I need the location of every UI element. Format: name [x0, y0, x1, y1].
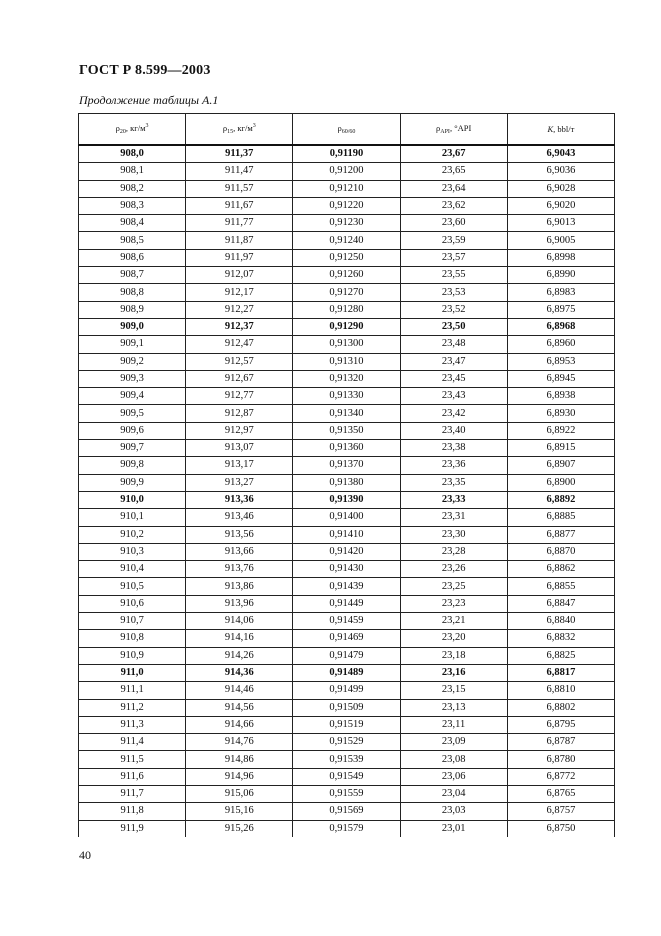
- table-cell: 914,26: [186, 647, 293, 664]
- table-cell: 0,91300: [293, 336, 400, 353]
- table-cell: 0,91400: [293, 509, 400, 526]
- table-cell: 0,91210: [293, 180, 400, 197]
- table-cell: 23,30: [400, 526, 507, 543]
- table-cell: 911,5: [79, 751, 186, 768]
- table-cell: 6,8862: [507, 561, 614, 578]
- table-cell: 6,8795: [507, 716, 614, 733]
- table-row: [79, 785, 615, 802]
- table-cell: 6,8810: [507, 682, 614, 699]
- table-row: [79, 647, 615, 664]
- table-cell: 913,56: [186, 526, 293, 543]
- table-cell: 910,9: [79, 647, 186, 664]
- table-cell: 23,36: [400, 457, 507, 474]
- table-cell: 6,9028: [507, 180, 614, 197]
- table-row: [79, 301, 615, 318]
- table-cell: 23,62: [400, 197, 507, 214]
- document-title: ГОСТ Р 8.599—2003: [79, 63, 211, 78]
- table-cell: 908,0: [79, 145, 186, 163]
- table-cell: 0,91559: [293, 785, 400, 802]
- table-cell: 911,1: [79, 682, 186, 699]
- table-cell: 23,03: [400, 803, 507, 820]
- table-row: [79, 180, 615, 197]
- table-cell: 910,5: [79, 578, 186, 595]
- table-cell: 912,27: [186, 301, 293, 318]
- table-cell: 6,8892: [507, 491, 614, 508]
- table-cell: 912,47: [186, 336, 293, 353]
- table-cell: 912,97: [186, 422, 293, 439]
- table-row: [79, 336, 615, 353]
- table-cell: 913,46: [186, 509, 293, 526]
- table-cell: 23,35: [400, 474, 507, 491]
- table-cell: 0,91549: [293, 768, 400, 785]
- table-cell: 23,16: [400, 664, 507, 681]
- table-cell: 911,77: [186, 215, 293, 232]
- table-cell: 909,8: [79, 457, 186, 474]
- table-row: [79, 543, 615, 560]
- table-cell: 910,3: [79, 543, 186, 560]
- table-cell: 23,52: [400, 301, 507, 318]
- table-header-row: [79, 114, 615, 146]
- table-cell: 911,0: [79, 664, 186, 681]
- table-cell: 23,33: [400, 491, 507, 508]
- table-cell: 0,91230: [293, 215, 400, 232]
- table-cell: 23,15: [400, 682, 507, 699]
- table-cell: 6,9005: [507, 232, 614, 249]
- table-cell: 911,87: [186, 232, 293, 249]
- table-cell: 0,91509: [293, 699, 400, 716]
- table-cell: 23,59: [400, 232, 507, 249]
- table-cell: 914,16: [186, 630, 293, 647]
- table-cell: 912,67: [186, 370, 293, 387]
- table-cell: 0,91270: [293, 284, 400, 301]
- table-row: [79, 734, 615, 751]
- table-row: [79, 820, 615, 837]
- column-header-4: $\rho_{API}$, °API: [400, 114, 507, 146]
- table-cell: 0,91449: [293, 595, 400, 612]
- table-cell: 0,91390: [293, 491, 400, 508]
- table-cell: 23,48: [400, 336, 507, 353]
- table-cell: 913,86: [186, 578, 293, 595]
- table-cell: 910,8: [79, 630, 186, 647]
- table-cell: 914,96: [186, 768, 293, 785]
- table-cell: 910,4: [79, 561, 186, 578]
- table-cell: 910,6: [79, 595, 186, 612]
- table-row: [79, 630, 615, 647]
- table-cell: 23,47: [400, 353, 507, 370]
- table-row: [79, 751, 615, 768]
- table-cell: 914,66: [186, 716, 293, 733]
- table-cell: 23,23: [400, 595, 507, 612]
- table-cell: 6,8870: [507, 543, 614, 560]
- table-cell: 914,36: [186, 664, 293, 681]
- table-cell: 914,56: [186, 699, 293, 716]
- table-cell: 6,8922: [507, 422, 614, 439]
- table-cell: 6,8772: [507, 768, 614, 785]
- table-row: [79, 405, 615, 422]
- table-cell: 23,11: [400, 716, 507, 733]
- table-row: [79, 595, 615, 612]
- table-cell: 911,2: [79, 699, 186, 716]
- table-cell: 6,8968: [507, 318, 614, 335]
- table-cell: 6,8945: [507, 370, 614, 387]
- table-row: [79, 526, 615, 543]
- table-row: [79, 474, 615, 491]
- table-cell: 6,8840: [507, 613, 614, 630]
- table-cell: 910,2: [79, 526, 186, 543]
- table-cell: 0,91499: [293, 682, 400, 699]
- table-cell: 23,09: [400, 734, 507, 751]
- table-row: [79, 491, 615, 508]
- table-cell: 6,9013: [507, 215, 614, 232]
- table-cell: 6,9036: [507, 163, 614, 180]
- density-table: [78, 113, 615, 837]
- table-cell: 6,8847: [507, 595, 614, 612]
- column-header-1: $\rho_{20}$, $кг/м^3$: [79, 114, 186, 146]
- table-cell: 914,46: [186, 682, 293, 699]
- table-cell: 909,9: [79, 474, 186, 491]
- table-cell: 23,21: [400, 613, 507, 630]
- table-cell: 0,91330: [293, 388, 400, 405]
- table-cell: 911,4: [79, 734, 186, 751]
- table-cell: 23,65: [400, 163, 507, 180]
- table-cell: 0,91280: [293, 301, 400, 318]
- table-cell: 911,3: [79, 716, 186, 733]
- table-cell: 23,53: [400, 284, 507, 301]
- table-cell: 6,8765: [507, 785, 614, 802]
- table-cell: 0,91539: [293, 751, 400, 768]
- table-cell: 909,3: [79, 370, 186, 387]
- table-row: [79, 370, 615, 387]
- table-cell: 23,45: [400, 370, 507, 387]
- table-cell: 908,4: [79, 215, 186, 232]
- table-cell: 0,91459: [293, 613, 400, 630]
- table-cell: 910,1: [79, 509, 186, 526]
- table-cell: 6,8750: [507, 820, 614, 837]
- table-cell: 909,1: [79, 336, 186, 353]
- table-row: [79, 267, 615, 284]
- table-cell: 0,91579: [293, 820, 400, 837]
- table-cell: 23,40: [400, 422, 507, 439]
- table-cell: 0,91220: [293, 197, 400, 214]
- table-cell: 914,86: [186, 751, 293, 768]
- table-cell: 0,91410: [293, 526, 400, 543]
- table-row: [79, 509, 615, 526]
- table-cell: 910,0: [79, 491, 186, 508]
- table-cell: 23,04: [400, 785, 507, 802]
- table-cell: 909,5: [79, 405, 186, 422]
- table-cell: 23,18: [400, 647, 507, 664]
- table-row: [79, 388, 615, 405]
- table-cell: 911,57: [186, 180, 293, 197]
- table-cell: 913,36: [186, 491, 293, 508]
- page-number: 40: [79, 848, 91, 862]
- table-row: [79, 145, 615, 163]
- table-cell: 0,91569: [293, 803, 400, 820]
- table-cell: 0,91479: [293, 647, 400, 664]
- table-row: [79, 440, 615, 457]
- table-row: [79, 682, 615, 699]
- table-cell: 908,6: [79, 249, 186, 266]
- column-header-3: $\rho_{60/60}$: [293, 114, 400, 146]
- table-cell: 912,57: [186, 353, 293, 370]
- table-cell: 23,50: [400, 318, 507, 335]
- table-cell: 0,91190: [293, 145, 400, 163]
- table-caption: Продолжение таблицы А.1: [79, 93, 219, 107]
- table-cell: 911,67: [186, 197, 293, 214]
- table-row: [79, 457, 615, 474]
- table-cell: 0,91469: [293, 630, 400, 647]
- table-cell: 6,8855: [507, 578, 614, 595]
- table-cell: 0,91200: [293, 163, 400, 180]
- table-cell: 6,8877: [507, 526, 614, 543]
- table-cell: 23,38: [400, 440, 507, 457]
- table-cell: 23,64: [400, 180, 507, 197]
- table-cell: 912,17: [186, 284, 293, 301]
- table-cell: 6,8900: [507, 474, 614, 491]
- table-cell: 0,91519: [293, 716, 400, 733]
- table-cell: 23,01: [400, 820, 507, 837]
- table-cell: 0,91310: [293, 353, 400, 370]
- table-cell: 912,87: [186, 405, 293, 422]
- table-cell: 915,26: [186, 820, 293, 837]
- table-cell: 6,8780: [507, 751, 614, 768]
- table-cell: 0,91439: [293, 578, 400, 595]
- table-cell: 6,8907: [507, 457, 614, 474]
- table-cell: 908,8: [79, 284, 186, 301]
- table-cell: 912,07: [186, 267, 293, 284]
- table-cell: 23,25: [400, 578, 507, 595]
- table-cell: 913,17: [186, 457, 293, 474]
- table-row: [79, 699, 615, 716]
- table-cell: 6,8832: [507, 630, 614, 647]
- table-cell: 6,8990: [507, 267, 614, 284]
- table-cell: 908,9: [79, 301, 186, 318]
- table-cell: 23,55: [400, 267, 507, 284]
- table-cell: 6,8998: [507, 249, 614, 266]
- table-cell: 913,27: [186, 474, 293, 491]
- table-cell: 0,91489: [293, 664, 400, 681]
- table-cell: 6,8983: [507, 284, 614, 301]
- table-cell: 909,0: [79, 318, 186, 335]
- table-row: [79, 163, 615, 180]
- table-cell: 23,31: [400, 509, 507, 526]
- table-cell: 914,76: [186, 734, 293, 751]
- table-cell: 6,8960: [507, 336, 614, 353]
- table-cell: 908,7: [79, 267, 186, 284]
- table-cell: 913,96: [186, 595, 293, 612]
- table-cell: 6,8938: [507, 388, 614, 405]
- table-cell: 23,08: [400, 751, 507, 768]
- table-cell: 0,91430: [293, 561, 400, 578]
- table-cell: 23,60: [400, 215, 507, 232]
- table-cell: 6,8825: [507, 647, 614, 664]
- table-cell: 0,91350: [293, 422, 400, 439]
- table-cell: 23,42: [400, 405, 507, 422]
- column-header-2: $\rho_{15}$, $кг/м^3$: [186, 114, 293, 146]
- table-row: [79, 803, 615, 820]
- table-cell: 23,28: [400, 543, 507, 560]
- table-cell: 0,91370: [293, 457, 400, 474]
- table-cell: 0,91380: [293, 474, 400, 491]
- table-cell: 912,37: [186, 318, 293, 335]
- table-cell: 909,2: [79, 353, 186, 370]
- table-cell: 913,76: [186, 561, 293, 578]
- table-cell: 0,91240: [293, 232, 400, 249]
- table-cell: 23,43: [400, 388, 507, 405]
- table-row: [79, 422, 615, 439]
- table-cell: 6,8802: [507, 699, 614, 716]
- table-row: [79, 613, 615, 630]
- table-row: [79, 197, 615, 214]
- table-cell: 908,5: [79, 232, 186, 249]
- table-cell: 6,9020: [507, 197, 614, 214]
- table-cell: 6,8975: [507, 301, 614, 318]
- table-cell: 6,8817: [507, 664, 614, 681]
- table-row: [79, 768, 615, 785]
- table-cell: 911,8: [79, 803, 186, 820]
- table-cell: 0,91320: [293, 370, 400, 387]
- table-cell: 6,8930: [507, 405, 614, 422]
- table-cell: 913,07: [186, 440, 293, 457]
- table-cell: 908,3: [79, 197, 186, 214]
- table-row: [79, 284, 615, 301]
- table-cell: 911,37: [186, 145, 293, 163]
- table-cell: 23,67: [400, 145, 507, 163]
- table-cell: 911,97: [186, 249, 293, 266]
- table-cell: 911,9: [79, 820, 186, 837]
- table-cell: 23,57: [400, 249, 507, 266]
- table-row: [79, 716, 615, 733]
- table-cell: 911,47: [186, 163, 293, 180]
- column-header-5: K, bbl/т: [507, 114, 614, 146]
- table-cell: 0,91260: [293, 267, 400, 284]
- table-cell: 6,9043: [507, 145, 614, 163]
- table-row: [79, 578, 615, 595]
- table-row: [79, 215, 615, 232]
- table-cell: 910,7: [79, 613, 186, 630]
- table-body: [79, 145, 615, 837]
- table-cell: 0,91420: [293, 543, 400, 560]
- table-cell: 23,13: [400, 699, 507, 716]
- table-row: [79, 353, 615, 370]
- table-cell: 912,77: [186, 388, 293, 405]
- table-cell: 23,26: [400, 561, 507, 578]
- table-cell: 23,06: [400, 768, 507, 785]
- table-cell: 6,8757: [507, 803, 614, 820]
- table-row: [79, 249, 615, 266]
- table-cell: 909,6: [79, 422, 186, 439]
- table-cell: 6,8885: [507, 509, 614, 526]
- table-cell: 0,91290: [293, 318, 400, 335]
- table-row: [79, 664, 615, 681]
- table-row: [79, 232, 615, 249]
- table-row: [79, 561, 615, 578]
- table-cell: 0,91340: [293, 405, 400, 422]
- table-cell: 915,06: [186, 785, 293, 802]
- table-cell: 909,4: [79, 388, 186, 405]
- table-cell: 0,91250: [293, 249, 400, 266]
- table-cell: 6,8787: [507, 734, 614, 751]
- table-cell: 908,2: [79, 180, 186, 197]
- table-cell: 911,6: [79, 768, 186, 785]
- table-cell: 911,7: [79, 785, 186, 802]
- table-cell: 6,8915: [507, 440, 614, 457]
- table-cell: 914,06: [186, 613, 293, 630]
- table-cell: 6,8953: [507, 353, 614, 370]
- table-cell: 0,91360: [293, 440, 400, 457]
- table-cell: 909,7: [79, 440, 186, 457]
- table-cell: 908,1: [79, 163, 186, 180]
- table-row: [79, 318, 615, 335]
- table-cell: 913,66: [186, 543, 293, 560]
- table-cell: 0,91529: [293, 734, 400, 751]
- table-cell: 915,16: [186, 803, 293, 820]
- table-cell: 23,20: [400, 630, 507, 647]
